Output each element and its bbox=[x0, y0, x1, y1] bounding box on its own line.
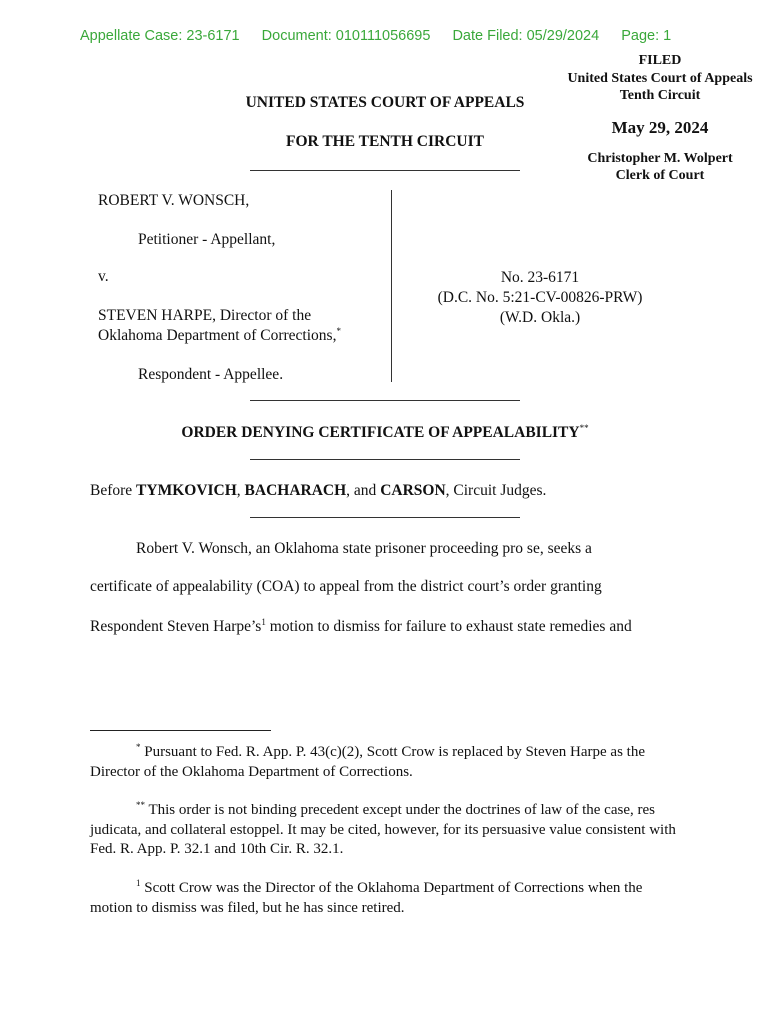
panel-separator: , and bbox=[346, 482, 381, 499]
footnote-ref: 1 bbox=[261, 617, 266, 627]
footnote bbox=[90, 796, 680, 860]
panel-prefix: Before bbox=[90, 482, 137, 499]
respondent-line1: STEVEN HARPE, Director of the bbox=[98, 307, 312, 324]
order-footnote-mark: ** bbox=[579, 423, 589, 433]
footnote-mark: 1 bbox=[136, 878, 141, 888]
order-title bbox=[100, 423, 670, 442]
case-number: No. 23-6171 bbox=[500, 269, 580, 286]
order-title-text: ORDER DENYING CERTIFICATE OF APPEALABILITY bbox=[181, 424, 580, 442]
divider-rule bbox=[250, 170, 520, 171]
judge-name: CARSON bbox=[380, 482, 446, 499]
body-line bbox=[90, 617, 632, 636]
divider-rule bbox=[250, 517, 520, 518]
header-case: Appellate Case: 23-6171 bbox=[80, 28, 240, 44]
footnote-mark: * bbox=[136, 742, 141, 752]
respondent-line2-text: Oklahoma Department of Corrections, bbox=[98, 327, 337, 345]
body-line: Robert V. Wonsch, an Oklahoma state prisoner proceeding pro se, seeks a bbox=[136, 540, 592, 557]
footnote-text: Pursuant to Fed. R. App. P. 43(c)(2), Scott Crow is replaced by Steven Harpe as the Director of the Oklahoma Department of Corrections. bbox=[90, 744, 645, 780]
panel-suffix: , Circuit Judges. bbox=[445, 482, 547, 499]
divider-rule bbox=[250, 400, 520, 401]
filed-stamp bbox=[552, 52, 768, 185]
district-court-number: (D.C. No. 5:21-CV-00826-PRW) bbox=[437, 289, 643, 306]
judge-name: TYMKOVICH bbox=[136, 482, 237, 499]
filed-circuit: Tenth Circuit bbox=[619, 88, 701, 103]
header-page: Page: 1 bbox=[621, 28, 672, 44]
judge-name: BACHARACH bbox=[244, 482, 347, 499]
filed-date: May 29, 2024 bbox=[611, 117, 709, 137]
divider-rule bbox=[250, 459, 520, 460]
body-text: motion to dismiss for failure to exhaust state remedies and bbox=[265, 618, 632, 636]
district-name: (W.D. Okla.) bbox=[499, 309, 581, 326]
clerk-name: Christopher M. Wolpert bbox=[587, 150, 733, 166]
respondent-footnote-mark: * bbox=[336, 326, 341, 336]
filing-header bbox=[80, 28, 689, 44]
footnote bbox=[90, 874, 680, 918]
header-date-filed: Date Filed: 05/29/2024 bbox=[452, 28, 600, 44]
respondent-role: Respondent - Appellee. bbox=[138, 366, 284, 383]
versus: v. bbox=[98, 268, 109, 285]
footnote-separator bbox=[90, 730, 271, 731]
petitioner-role: Petitioner - Appellant, bbox=[138, 231, 276, 248]
body-text: Respondent Steven Harpe’s bbox=[90, 618, 262, 636]
panel-judges bbox=[90, 482, 546, 500]
footnote bbox=[90, 738, 680, 782]
petitioner-name: ROBERT V. WONSCH, bbox=[98, 192, 250, 209]
footnote-text: Scott Crow was the Director of the Oklahoma Department of Corrections when the motion to dismiss was filed, but he has since retired. bbox=[90, 880, 643, 916]
footnote-mark: ** bbox=[136, 800, 145, 810]
clerk-title: Clerk of Court bbox=[615, 168, 705, 183]
body-line: certificate of appealability (COA) to appeal from the district court’s order granting bbox=[90, 578, 602, 595]
caption-divider bbox=[391, 190, 392, 382]
circuit-name: FOR THE TENTH CIRCUIT bbox=[286, 133, 484, 150]
header-document: Document: 010111056695 bbox=[261, 28, 431, 44]
respondent-line2 bbox=[98, 326, 341, 345]
panel-separator: , bbox=[236, 482, 245, 499]
filed-label: FILED bbox=[638, 53, 682, 68]
court-name: UNITED STATES COURT OF APPEALS bbox=[245, 94, 525, 111]
footnote-text: This order is not binding precedent except under the doctrines of law of the case, res judicata, and collateral estoppel. It may be cited, however, for its persuasive value consistent with Fed. R. App. P. 32.1 and 10th Cir. R. 32.1. bbox=[90, 802, 676, 857]
filed-court: United States Court of Appeals bbox=[567, 70, 753, 86]
case-numbers bbox=[420, 268, 660, 328]
